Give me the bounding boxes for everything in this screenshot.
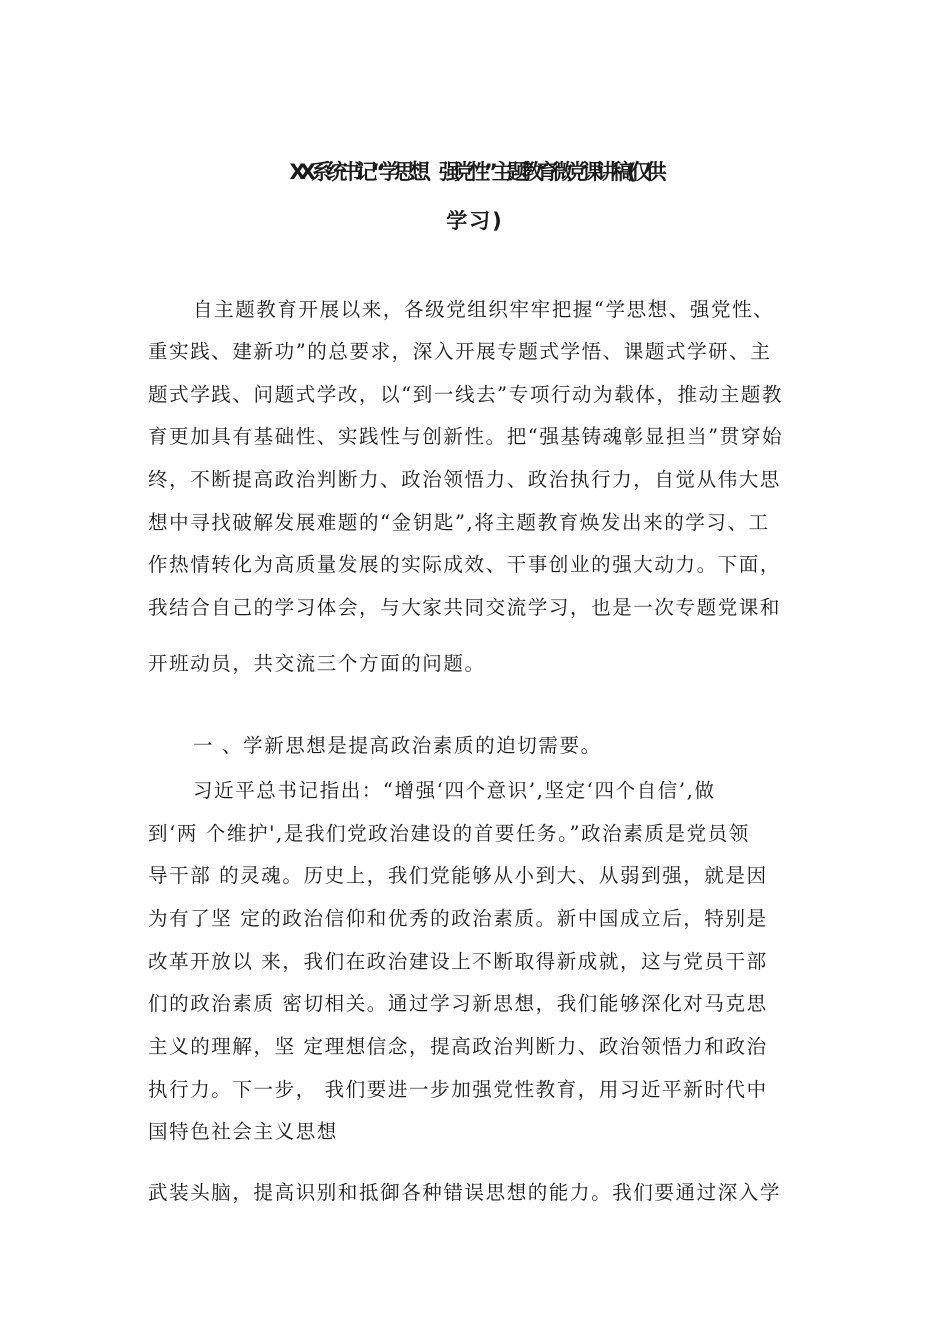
body-line: 到‘两 个维护',是我们党政治建设的首要任务。”政治素质是党员领 [148, 822, 750, 845]
document-title-line-1: XX 系统书记“学思想、强党性”主题教育微党课讲稿(仅供 [289, 160, 661, 184]
section-heading: 一 、学新思想是提高政治素质的迫切需要。 [193, 734, 602, 757]
body-line: 国特色社会主义思想 [148, 1120, 338, 1143]
body-line: 习近平总书记指出：“增强‘四个意识’,坚定‘四个自信’,做 [193, 779, 716, 802]
intro-line: 开班动员，共交流三个方面的问题。 [148, 652, 486, 675]
intro-line: 想中寻找破解发展难题的“金钥匙”,将主题教育焕发出来的学习、工 [148, 511, 770, 534]
intro-line: 重实践、建新功”的总要求，深入开展专题式学悟、课题式学研、主 [148, 340, 772, 363]
body-line: 武装头脑，提高识别和抵御各种错误思想的能力。我们要通过深入学 [148, 1181, 782, 1204]
intro-line: 育更加具有基础性、实践性与创新性。把“强基铸魂彰显担当”贯穿始 [148, 425, 784, 448]
intro-line: 自主题教育开展以来，各级党组织牢牢把握“学思想、强党性、 [193, 298, 775, 321]
intro-line: 题式学践、问题式学改，以“到一线去”专项行动为载体，推动主题教 [148, 383, 784, 406]
body-line: 为有了坚 定的政治信仰和优秀的政治素质。新中国成立后，特别是 [148, 907, 768, 930]
intro-line: 我结合自己的学习体会，与大家共同交流学习，也是一次专题党课和 [148, 596, 782, 619]
body-line: 执行力。下一步， 我们要进一步加强党性教育，用习近平新时代中 [148, 1078, 768, 1101]
body-line: 主义的理解，坚 定理想信念，提高政治判断力、政治领悟力和政治 [148, 1035, 768, 1058]
intro-line: 作热情转化为高质量发展的实际成效、干事创业的强大动力。下面， [148, 553, 782, 576]
body-line: 导干部 的灵魂。历史上，我们党能够从小到大、从弱到强，就是因 [148, 864, 768, 887]
body-line: 改革开放以 来，我们在政治建设上不断取得新成就，这与党员干部 [148, 950, 768, 973]
document-title-line-2: 学习) [446, 209, 504, 233]
body-line: 们的政治素质 密切相关。通过学习新思想，我们能够深化对马克思 [148, 992, 768, 1015]
intro-line: 终，不断提高政治判断力、政治领悟力、政治执行力，自觉从伟大思 [148, 468, 782, 491]
